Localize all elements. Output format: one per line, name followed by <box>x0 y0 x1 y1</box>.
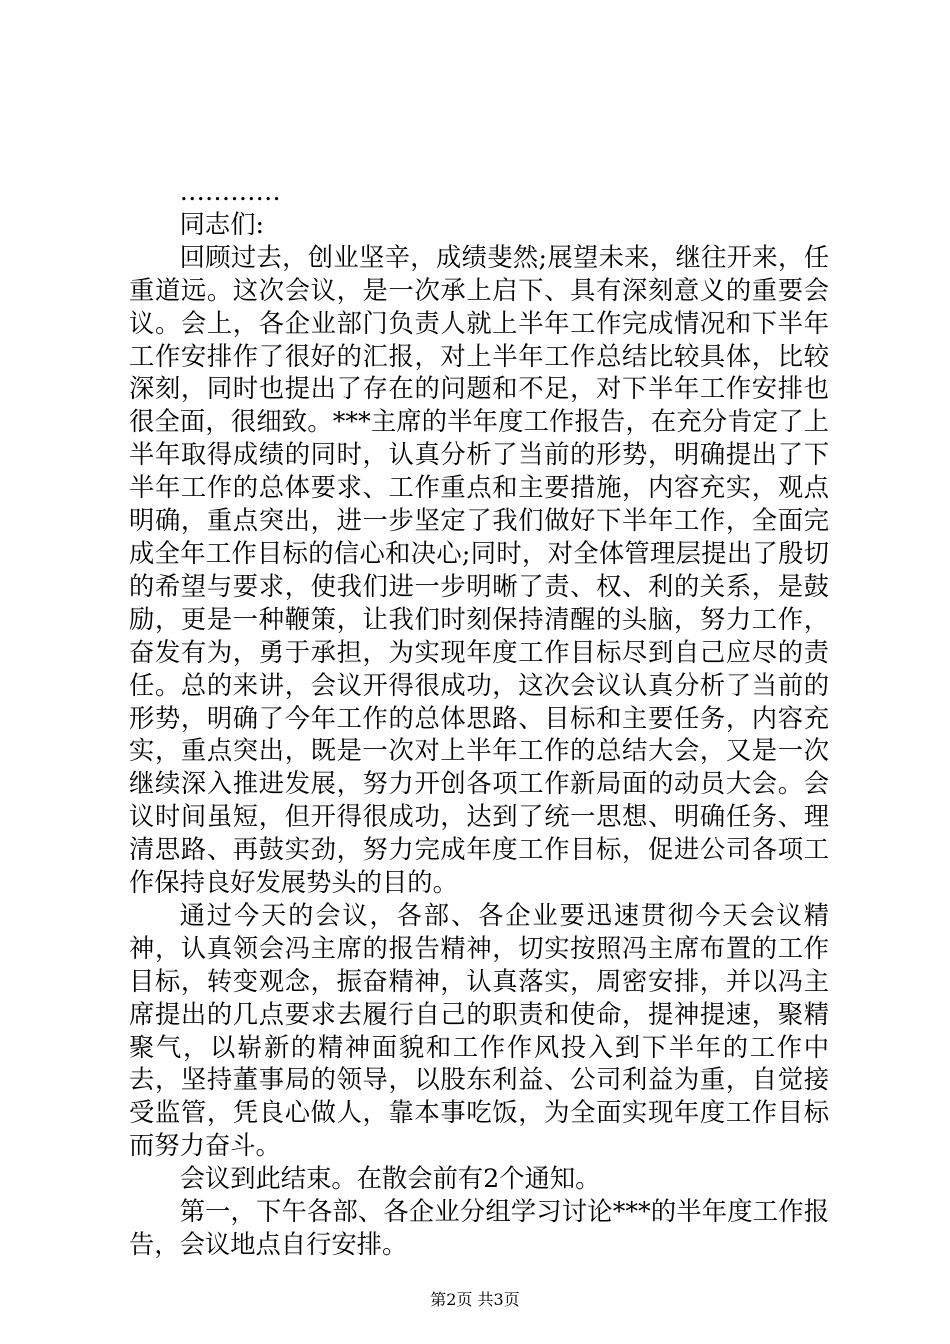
paragraph-notice-one: 第一，下午各部、各企业分组学习讨论***的半年度工作报告，会议地点自行安排。 <box>129 1197 829 1259</box>
page-number-footer: 第2页 共3页 <box>430 1290 520 1309</box>
paragraph-review: 回顾过去，创业坚辛，成绩斐然;展望未来，继往开来，任重道远。这次会议，是一次承上启下、具有深刻意义的重要会议。会上，各企业部门负责人就上半年工作完成情况和下半年工作安排作了很好的汇报，对上半年工作总结比较具体，比较深刻，同时也提出了存在的问题和不足，对下半年工作安排也很全面，很细致。***主席的半年度工作报告，在充分肯定了上半年取得成绩的同时，认真分析了当前的形势，明确提出了下半年工作的总体要求、工作重点和主要措施，内容充实，观点明确，重点突出，进一步坚定了我们做好下半年工作，全面完成全年工作目标的信心和决心;同时，对全体管理层提出了殷切的希望与要求，使我们进一步明晰了责、权、利的关系，是鼓励，更是一种鞭策，让我们时刻保持清醒的头脑，努力工作，奋发有为，勇于承担，为实现年度工作目标尽到自己应尽的责任。总的来讲，会议开得很成功，这次会议认真分析了当前的形势，明确了今年工作的总体思路、目标和主要任务，内容充实，重点突出，既是一次对上半年工作的总结大会，又是一次继续深入推进发展，努力开创各项工作新局面的动员大会。会议时间虽短，但开得很成功，达到了统一思想、明确任务、理清思路、再鼓实劲，努力完成年度工作目标，促进公司各项工作保持良好发展势头的目的。 <box>129 242 829 898</box>
paragraph-ellipsis: ………… <box>179 177 281 206</box>
paragraph-closing: 会议到此结束。在散会前有2个通知。 <box>179 1164 601 1194</box>
paragraph-salutation: 同志们: <box>179 209 265 239</box>
paragraph-implementation: 通过今天的会议，各部、各企业要迅速贯彻今天会议精神，认真领会冯主席的报告精神，切实按照冯主席布置的工作目标，转变观念，振奋精神，认真落实，周密安排，并以冯主席提出的几点要求去履行自己的职责和使命，提神提速，聚精聚气，以崭新的精神面貌和工作作风投入到下半年的工作中去，坚持董事局的领导，以股东利益、公司利益为重，自觉接受监管，凭良心做人，靠本事吃饭，为全面实现年度工作目标而努力奋斗。 <box>129 900 829 1161</box>
document-body <box>129 176 829 1262</box>
